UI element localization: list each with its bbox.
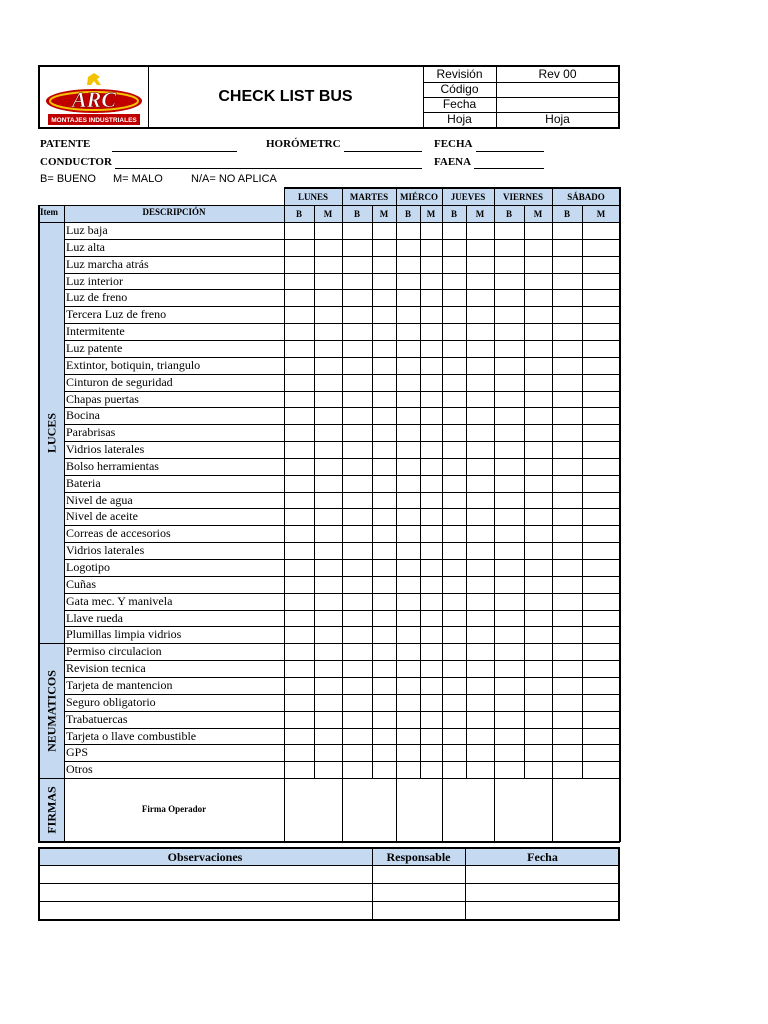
obs-cell[interactable] <box>41 867 371 882</box>
checklist-item: Seguro obligatorio <box>66 694 156 709</box>
m-header: M <box>426 209 436 219</box>
checklist-item: Revision tecnica <box>66 661 146 676</box>
checklist-item: Luz interior <box>66 273 123 288</box>
obs-cell[interactable] <box>468 903 619 918</box>
checklist-item: Tarjeta de mantencion <box>66 677 173 692</box>
checklist-item: Parabrisas <box>66 425 116 440</box>
obs-bottom-border <box>38 919 620 921</box>
checklist-item: Luz de freno <box>66 290 128 305</box>
obs-cell[interactable] <box>375 903 464 918</box>
b-header: B <box>404 209 411 219</box>
m-header: M <box>475 209 485 219</box>
section-label-1: NEUMATICOS <box>44 669 59 752</box>
b-header: B <box>563 209 570 219</box>
checklist-item: Luz baja <box>66 223 108 237</box>
obs-header-1: Responsable <box>386 850 451 864</box>
legend-malo: M= MALO <box>113 173 163 185</box>
checklist-item: GPS <box>66 745 89 760</box>
conductor-label: CONDUCTOR <box>40 156 112 168</box>
svg-text:ARC: ARC <box>71 87 117 112</box>
b-header: B <box>353 209 360 219</box>
obs-row-line <box>38 901 620 902</box>
checklist-item: Bocina <box>66 408 100 423</box>
checklist-item: Bolso herramientas <box>66 458 159 473</box>
b-header: B <box>295 209 302 219</box>
svg-text:MONTAJES INDUSTRIALES: MONTAJES INDUSTRIALES <box>51 117 137 124</box>
obs-cell[interactable] <box>468 885 619 900</box>
checklist-item: Intermitente <box>66 324 125 339</box>
obs-cell[interactable] <box>41 885 371 900</box>
obs-cell[interactable] <box>375 867 464 882</box>
m-header: M <box>323 209 333 219</box>
checklist-item: Luz marcha atrás <box>66 256 149 271</box>
checklist-item: Vidrios laterales <box>66 543 145 558</box>
meta-row-codigo: Código <box>423 82 618 98</box>
day-header-6: SÁBADO <box>567 192 605 202</box>
checklist-item: Llave rueda <box>66 610 123 625</box>
checklist-item: Otros <box>66 762 93 777</box>
checklist-item: Luz alta <box>66 239 105 254</box>
day-header-5: VIERNES <box>502 192 543 202</box>
fecha-label: FECHA <box>434 138 473 150</box>
obs-header-2: Fecha <box>527 850 558 864</box>
checklist-item: Logotipo <box>66 560 110 574</box>
obs-row-line <box>38 883 620 884</box>
obs-header-0: Observaciones <box>167 850 243 864</box>
checklist-item: Vidrios laterales <box>66 442 145 457</box>
section-label-0: LUCES <box>44 412 59 453</box>
checklist-item: Correas de accesorios <box>66 526 171 541</box>
horometro-label: HORÓMETRC <box>266 138 341 150</box>
checklist-item: Plumillas limpia vidrios <box>66 627 182 642</box>
checklist-item: Trabatuercas <box>66 711 128 726</box>
meta-row-revision: Revisión Rev 00 <box>423 67 618 83</box>
faena-label: FAENA <box>434 156 472 168</box>
day-header-1: LUNES <box>297 192 328 202</box>
day-header-2: MARTES <box>349 192 389 202</box>
document-title: CHECK LIST BUS <box>148 67 424 127</box>
meta-row-fecha: Fecha <box>423 97 618 113</box>
obs-row-line <box>38 865 620 866</box>
m-header: M <box>379 209 389 219</box>
description-header: DESCRIPCIÓN <box>142 207 206 217</box>
checklist-item: Bateria <box>66 475 101 490</box>
firma-operador-label: Firma Operador <box>141 803 207 814</box>
patente-label: PATENTE <box>40 138 91 150</box>
m-header: M <box>533 209 543 219</box>
item-header: Item <box>40 207 58 217</box>
checklist-item: Luz patente <box>66 340 123 355</box>
day-header-4: JUEVES <box>450 192 486 202</box>
b-header: B <box>450 209 457 219</box>
obs-cell[interactable] <box>375 885 464 900</box>
section-label-firmas: FIRMAS <box>44 785 59 834</box>
checklist-item: Nivel de agua <box>66 492 133 507</box>
checklist-item: Tarjeta o llave combustible <box>66 728 197 743</box>
meta-row-hoja: Hoja Hoja <box>423 112 618 127</box>
checklist-item: Extintor, botiquin, triangulo <box>66 357 201 372</box>
checklist-item: Tercera Luz de freno <box>66 307 167 322</box>
day-header-3: MIÉRCO <box>400 192 438 202</box>
obs-cell[interactable] <box>468 867 619 882</box>
checklist-item: Cinturon de seguridad <box>66 374 173 389</box>
checklist-item: Cuñas <box>66 576 96 591</box>
m-header: M <box>596 209 606 219</box>
legend-bueno: B= BUENO <box>40 173 96 185</box>
b-header: B <box>505 209 512 219</box>
checklist-item: Nivel de aceite <box>66 509 138 524</box>
legend-na: N/A= NO APLICA <box>191 173 277 185</box>
checklist-item: Chapas puertas <box>66 391 139 406</box>
checklist-item: Permiso circulacion <box>66 644 162 659</box>
checklist-item: Gata mec. Y manivela <box>66 593 173 608</box>
obs-cell[interactable] <box>41 903 371 918</box>
obs-top-border <box>38 847 620 849</box>
